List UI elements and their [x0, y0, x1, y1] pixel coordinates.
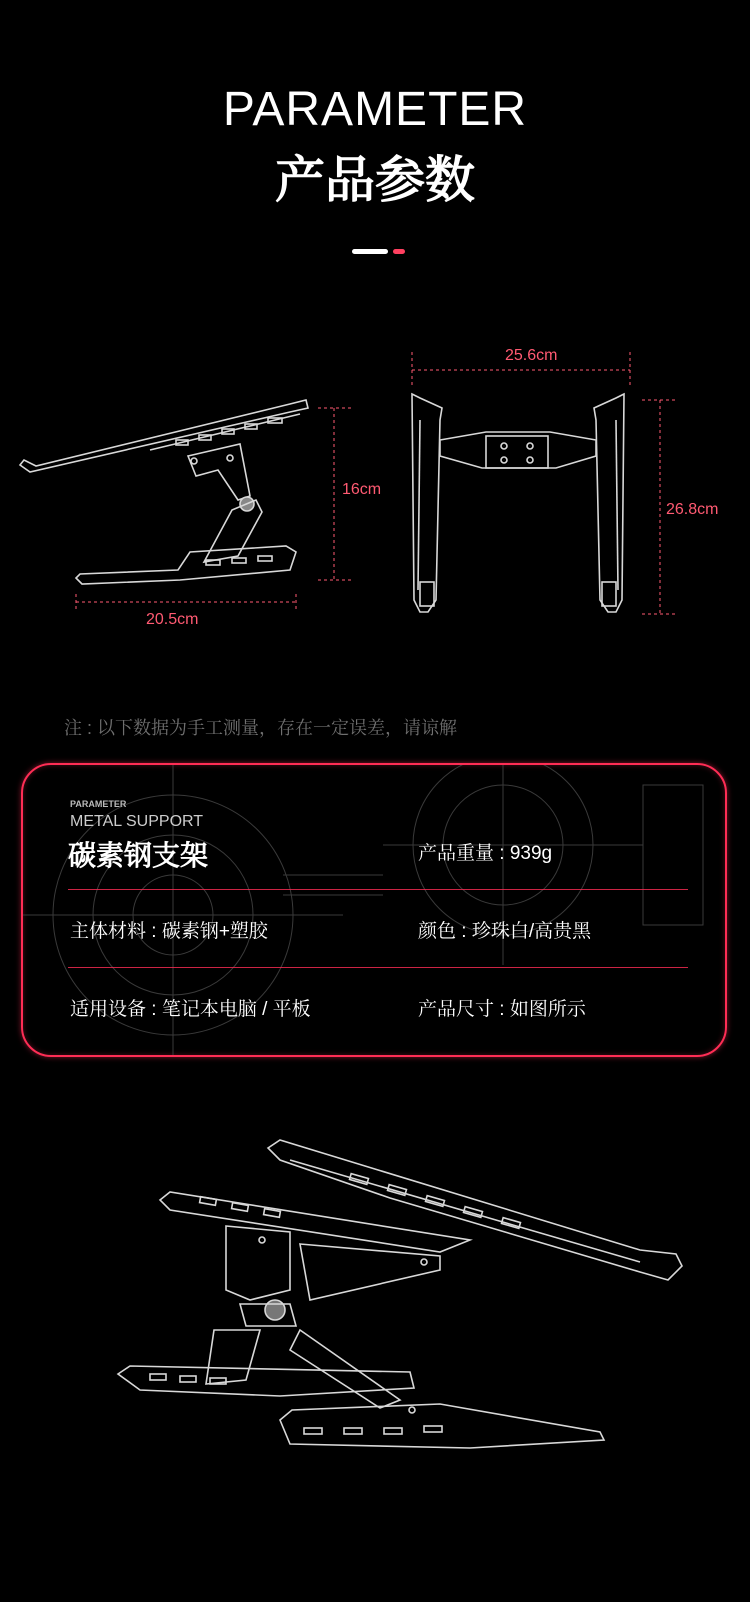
spec-devices: 适用设备 : 笔记本电脑 / 平板	[70, 999, 311, 1020]
title-chinese: 产品参数	[275, 152, 475, 208]
card-subtitle-small: PARAMETER	[70, 799, 127, 809]
spec-color: 颜色 : 珍珠白/高贵黑	[418, 921, 592, 942]
title-english: PARAMETER	[222, 83, 528, 136]
side-width-label: 20.5cm	[146, 611, 199, 628]
spec-weight: 产品重量 : 939g	[418, 843, 553, 864]
front-width-label: 25.6cm	[505, 347, 558, 364]
spec-material: 主体材料 : 碳素钢+塑胶	[70, 921, 268, 942]
spec-size: 产品尺寸 : 如图所示	[418, 999, 586, 1020]
side-height-label: 16cm	[342, 481, 382, 498]
product-name: 碳素钢支架	[68, 840, 209, 871]
measurement-note: 注 : 以下数据为手工测量，存在一定误差，请谅解	[64, 718, 458, 738]
front-height-label: 26.8cm	[666, 501, 719, 518]
card-subtitle: METAL SUPPORT	[70, 813, 204, 830]
